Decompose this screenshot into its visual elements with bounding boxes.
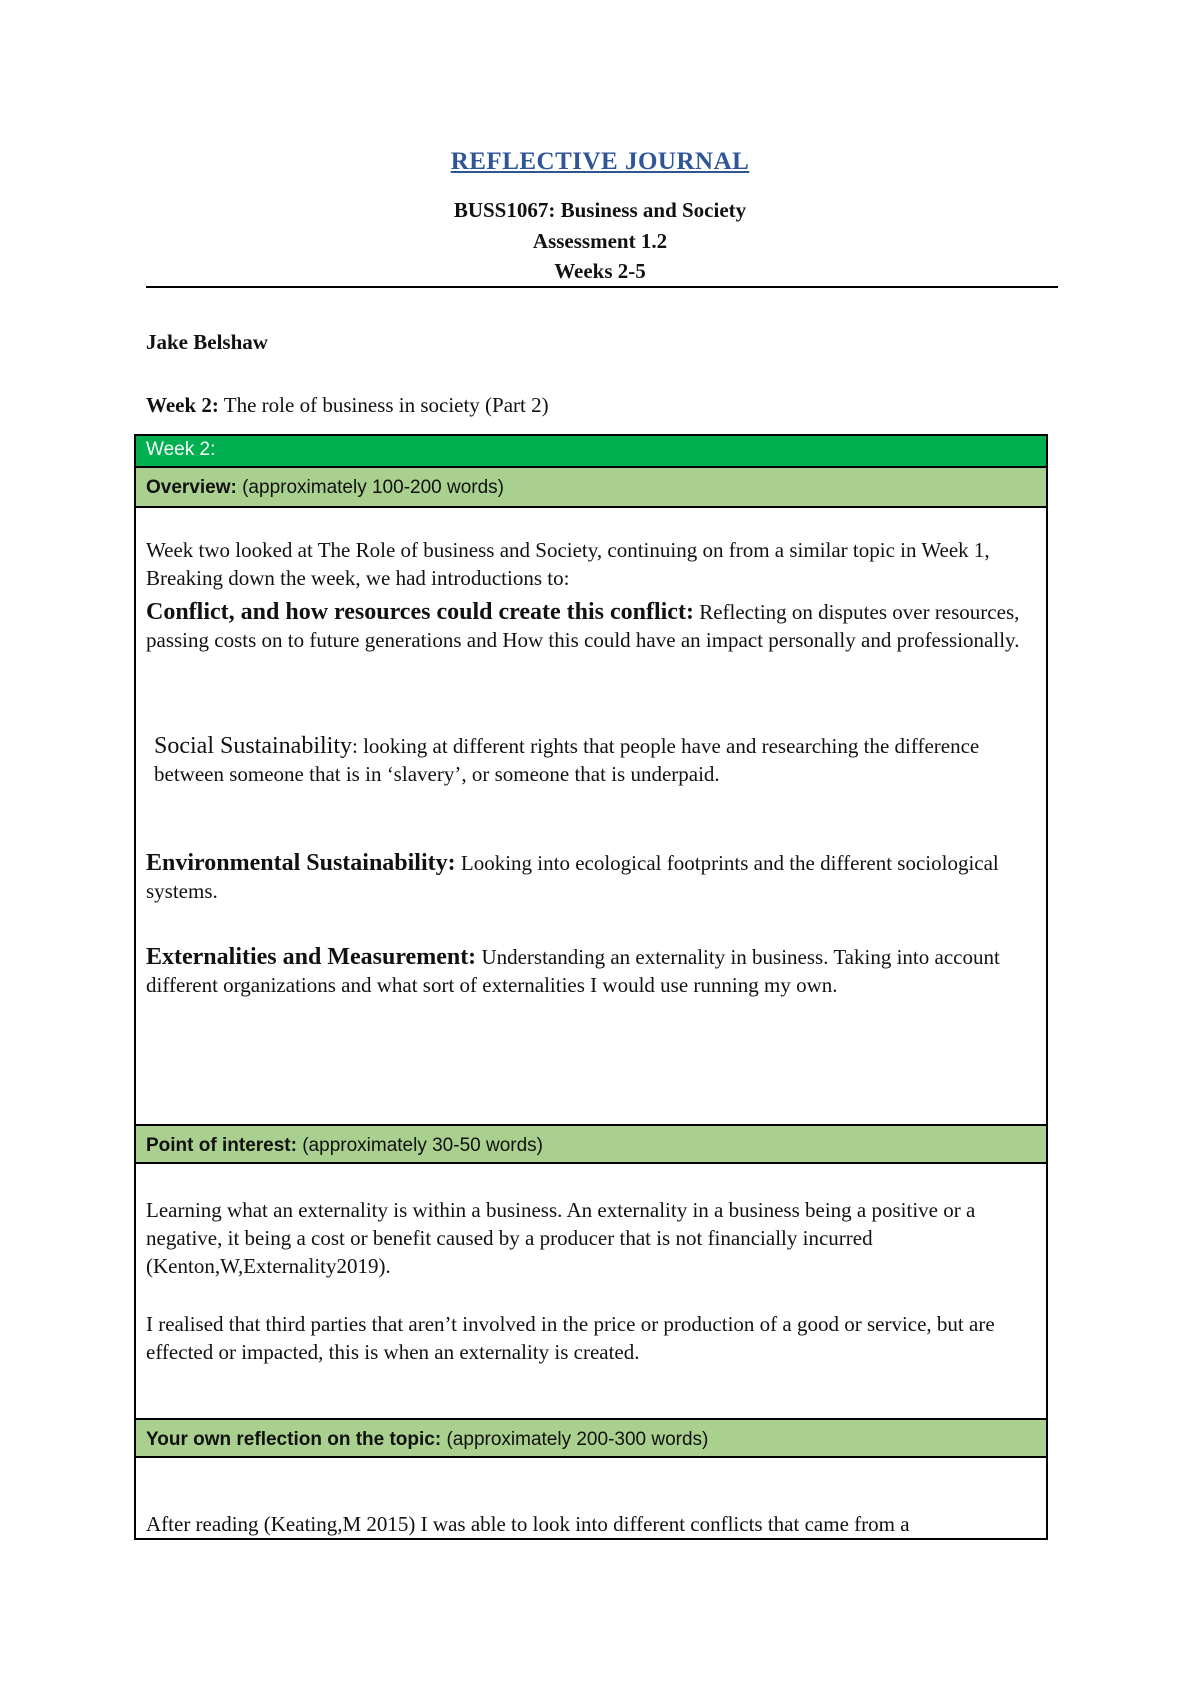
overview-item-heading: Externalities and Measurement: bbox=[146, 944, 477, 970]
week-heading bbox=[146, 393, 549, 418]
overview-item-text: Looking into ecological footprints and the different sociological systems. bbox=[146, 851, 999, 903]
week-row: Week 2: bbox=[136, 436, 1046, 468]
overview-item bbox=[146, 943, 1036, 999]
weeks-range: Weeks 2-5 bbox=[554, 259, 646, 283]
reflection-label-row bbox=[136, 1418, 1046, 1458]
overview-label: Overview: bbox=[146, 477, 237, 498]
overview-item bbox=[154, 732, 1044, 788]
overview-item-heading: Conflict, and how resources could create this conflict: bbox=[146, 599, 694, 625]
assessment-label: Assessment 1.2 bbox=[532, 229, 668, 253]
week-heading-text: The role of business in society (Part 2) bbox=[218, 393, 549, 417]
point-of-interest-cell bbox=[136, 1166, 1046, 1418]
reflection-text: After reading (Keating,M 2015) I was able to look into different conflicts that came from a bbox=[146, 1512, 910, 1536]
week-heading-label: Week 2: bbox=[146, 393, 219, 417]
overview-item-text: : looking at different rights that people have and researching the difference between someone that is in ‘slavery’, or someone that is underpaid. bbox=[154, 734, 980, 786]
overview-note: (approximately 100-200 words) bbox=[236, 477, 505, 498]
reflection-label: Your own reflection on the topic: bbox=[146, 1429, 442, 1450]
author-name: Jake Belshaw bbox=[146, 330, 268, 354]
overview-item bbox=[146, 849, 1036, 905]
reflection-cell bbox=[136, 1460, 1046, 1540]
overview-item-heading: Social Sustainability bbox=[154, 733, 352, 759]
reflection-note: (approximately 200-300 words) bbox=[441, 1429, 709, 1450]
header-divider bbox=[146, 286, 1058, 288]
point-of-interest-paragraph: I realised that third parties that aren’t involved in the price or production of a good or service, but are effected or impacted, this is when an externality is created. bbox=[146, 1312, 995, 1364]
point-of-interest-note: (approximately 30-50 words) bbox=[296, 1135, 543, 1156]
journal-table bbox=[134, 434, 1048, 1540]
overview-item-text: Understanding an externality in business. Taking into account different organizations and what sort of externalities I would use running my own. bbox=[146, 945, 1000, 997]
overview-label-row bbox=[136, 468, 1046, 508]
overview-item-heading: Environmental Sustainability: bbox=[146, 850, 456, 876]
point-of-interest-label: Point of interest: bbox=[146, 1135, 297, 1156]
page-title: REFLECTIVE JOURNAL bbox=[450, 148, 750, 175]
point-of-interest-label-row bbox=[136, 1124, 1046, 1164]
overview-intro: Week two looked at The Role of business and Society, continuing on from a similar topic in Week 1, Breaking down the week, we had introductions to: bbox=[146, 538, 990, 590]
point-of-interest-paragraph: Learning what an externality is within a business. An externality in a business being a positive or a negative, it being a cost or benefit caused by a producer that is not financially incurred (Kenton,W,Externality2019). bbox=[146, 1198, 976, 1278]
overview-item-text: Reflecting on disputes over resources, passing costs on to future generations and How this could have an impact personally and professionally. bbox=[146, 600, 1020, 652]
overview-item bbox=[146, 598, 1036, 654]
course-code: BUSS1067: Business and Society bbox=[453, 198, 747, 222]
overview-cell bbox=[136, 508, 1046, 1124]
